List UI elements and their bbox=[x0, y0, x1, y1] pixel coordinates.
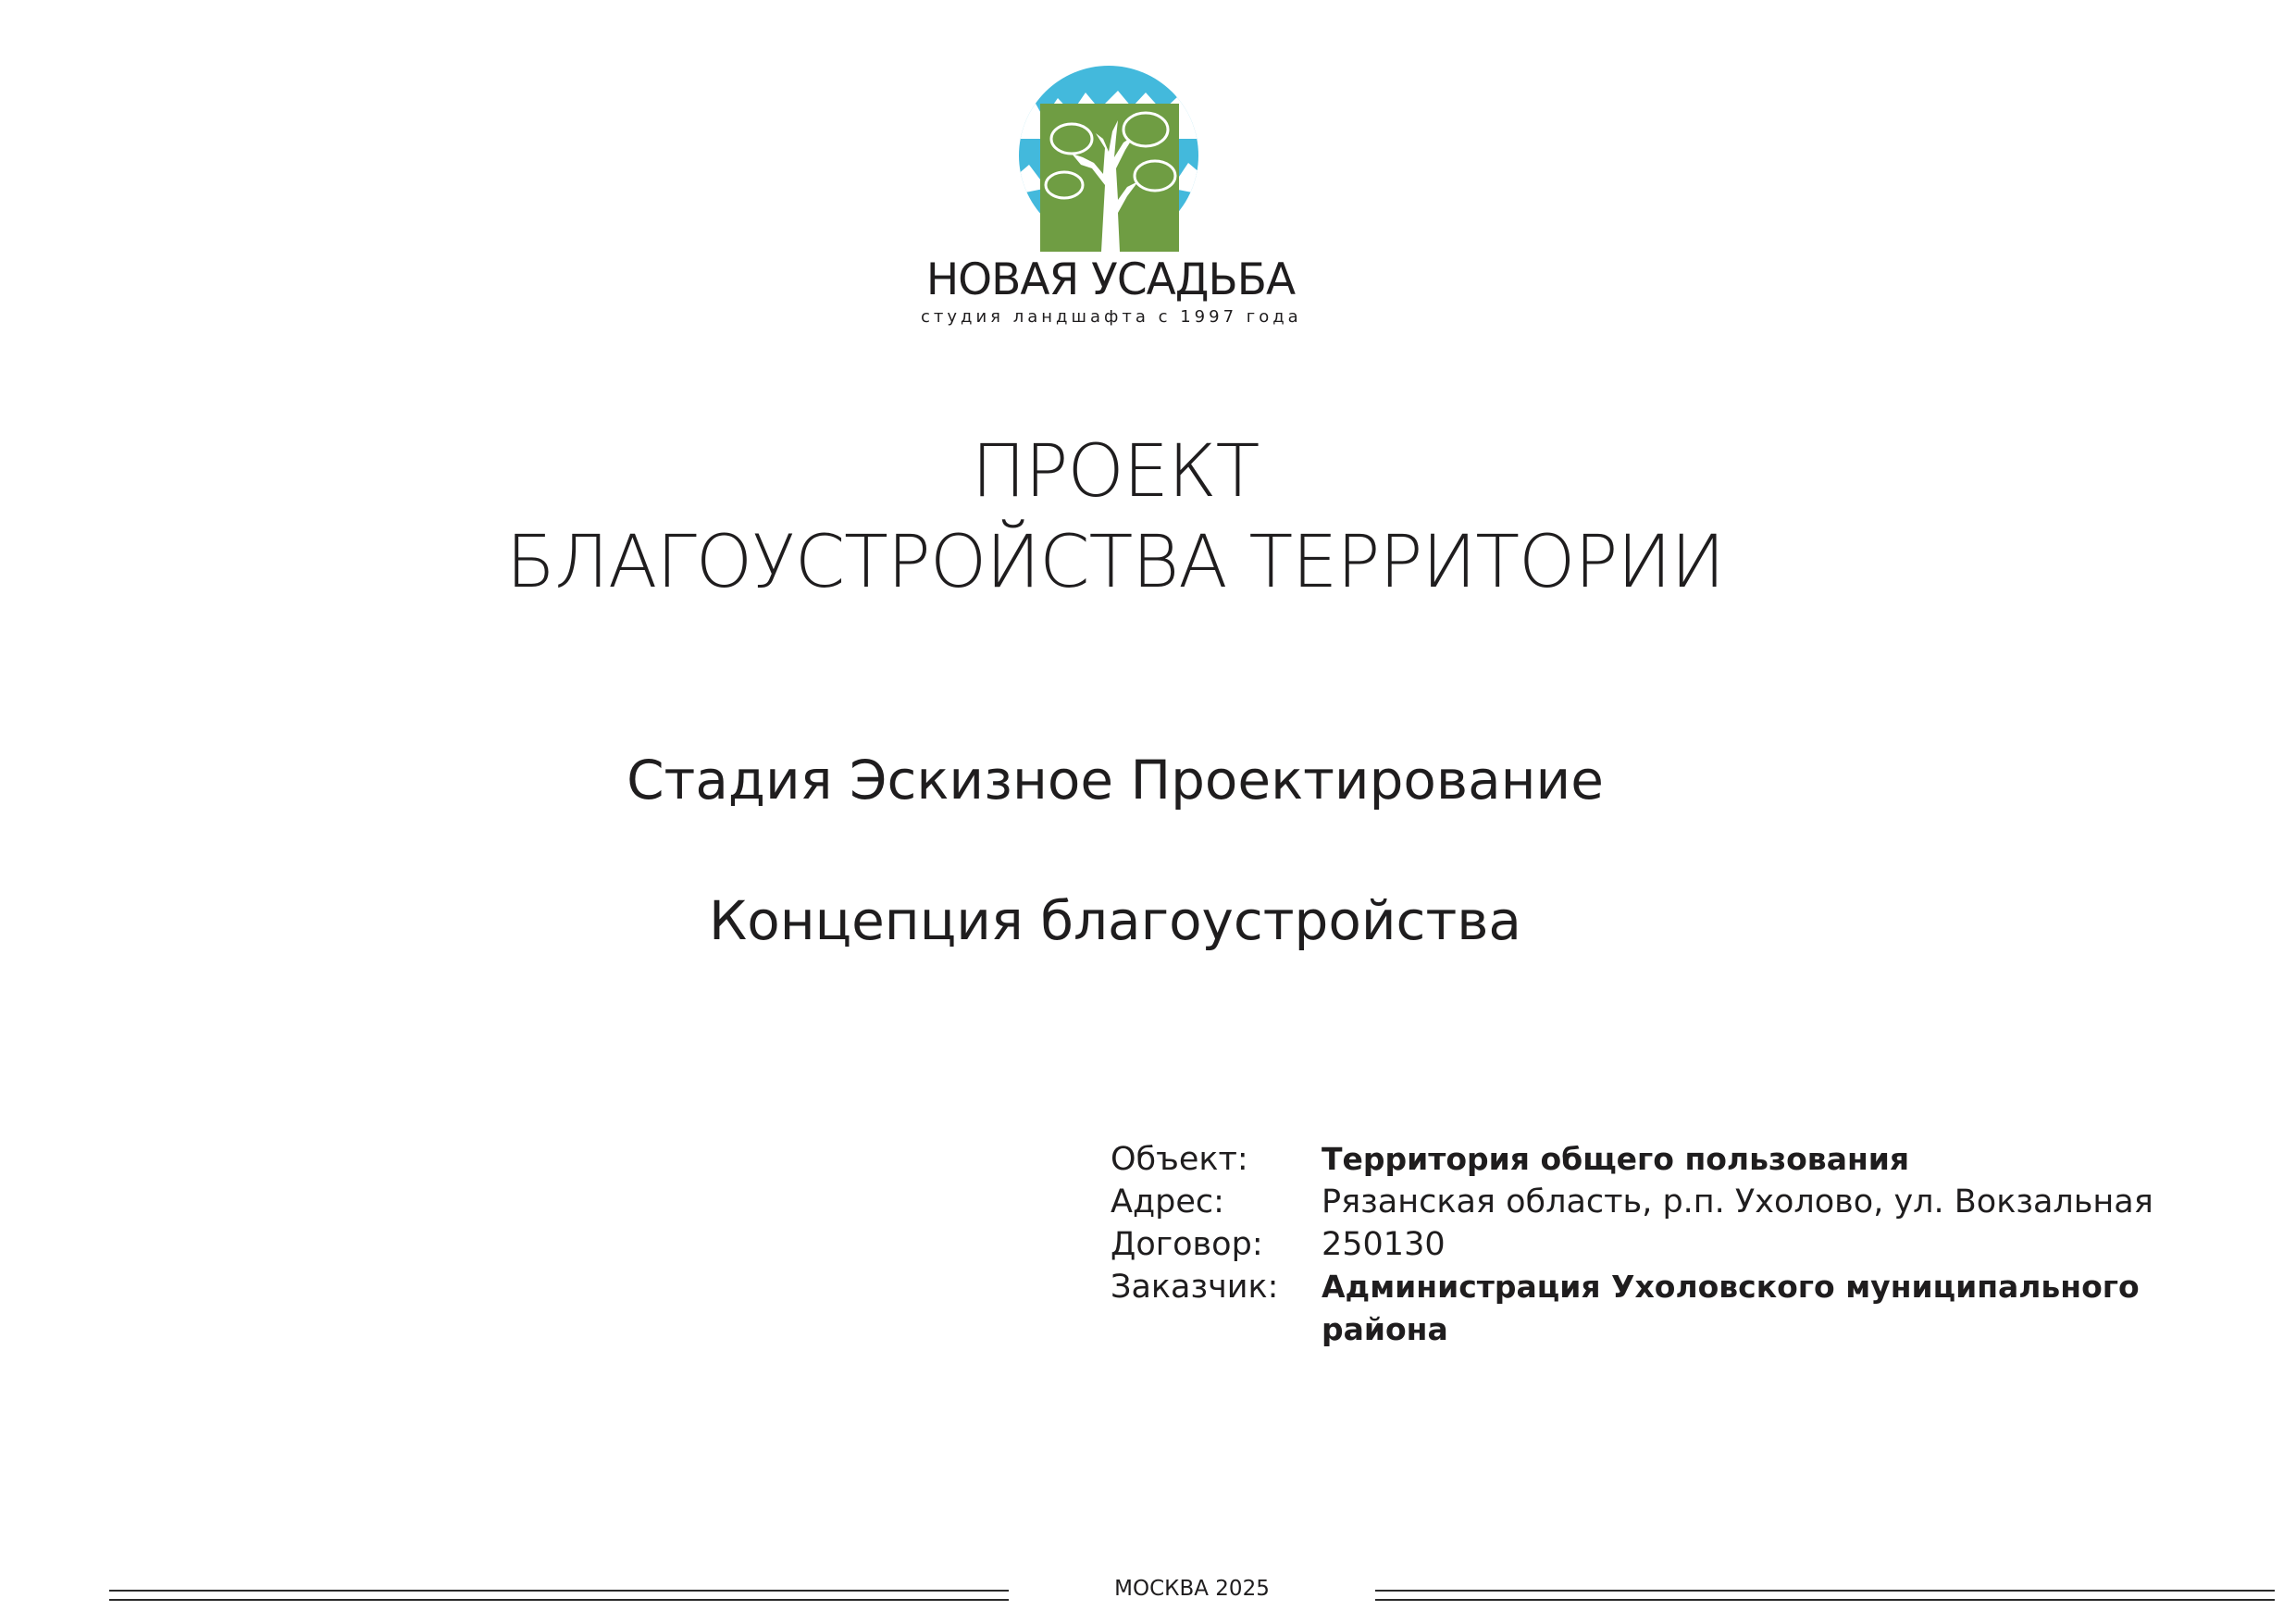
info-row-customer bbox=[1111, 1266, 2277, 1351]
main-title-line-2: БЛАГОУСТРОЙСТВА ТЕРРИТОРИИ bbox=[505, 521, 1725, 604]
info-row-object bbox=[1111, 1138, 2277, 1181]
footer-divider-left bbox=[109, 1590, 1009, 1601]
footer-divider-right bbox=[1375, 1590, 2275, 1601]
stage-title: Стадия Эскизное Проектирование bbox=[627, 749, 1604, 812]
tree-logo-icon bbox=[1016, 65, 1201, 259]
company-logo bbox=[888, 56, 1407, 333]
logo-title: НОВАЯ УСАДЬБА bbox=[925, 254, 1296, 305]
contract-value: 250130 bbox=[1322, 1226, 1446, 1263]
object-label: Объект: bbox=[1111, 1141, 1248, 1178]
info-row-contract bbox=[1111, 1223, 2277, 1266]
customer-label: Заказчик: bbox=[1111, 1269, 1279, 1306]
concept-title: Концепция благоустройства bbox=[709, 889, 1521, 952]
contract-label: Договор: bbox=[1111, 1226, 1263, 1263]
address-value: Рязанская область, р.п. Ухолово, ул. Вокзальная bbox=[1322, 1183, 2153, 1220]
address-label: Адрес: bbox=[1111, 1183, 1224, 1220]
logo-subtitle: студия ландшафта с 1997 года bbox=[921, 307, 1302, 327]
customer-value: Администрация Ухоловского муниципального района bbox=[1322, 1269, 2140, 1347]
info-row-address bbox=[1111, 1181, 2277, 1223]
footer-city-year: МОСКВА 2025 bbox=[1114, 1577, 1270, 1601]
object-value: Территория общего пользования bbox=[1322, 1141, 1910, 1177]
main-title-line-1: ПРОЕКТ bbox=[971, 430, 1260, 514]
project-info bbox=[1111, 1138, 2277, 1351]
